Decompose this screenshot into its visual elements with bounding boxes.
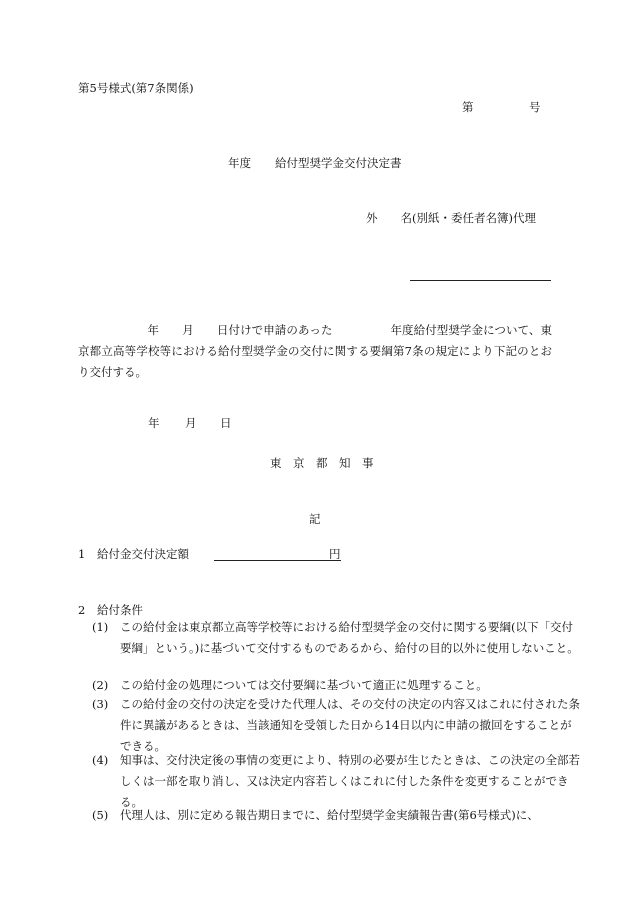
doc-number-suffix: 号	[529, 100, 541, 114]
condition-1-text: この給付金は東京都立高等学校等における給付型奨学金の交付に関する要綱(以下「交付要綱」という。)に基づいて交付するものであるから、給付の目的以外に使用しないこと。	[120, 620, 579, 655]
issuer: 東 京 都 知 事	[270, 456, 374, 470]
item1-number: 1	[78, 547, 86, 561]
amount-underline	[214, 560, 341, 561]
date-year: 年	[148, 416, 160, 430]
condition-4	[92, 750, 582, 813]
ki-heading: 記	[309, 512, 321, 526]
form-id: 第5号様式(第7条関係)	[78, 81, 194, 95]
date-day: 日	[220, 416, 232, 430]
condition-1	[92, 617, 582, 659]
condition-2	[92, 675, 582, 696]
item1-label: 給付金交付決定額	[97, 547, 189, 561]
item1-unit: 円	[329, 547, 341, 561]
recipient: 外 名(別紙・委任者名簿)代理	[366, 211, 536, 225]
document-title: 給付型奨学金交付決定書	[275, 156, 402, 170]
signature-line	[410, 280, 551, 281]
condition-5-text: 代理人は、別に定める報告期日までに、給付型奨学金実績報告書(第6号様式)に、	[120, 808, 539, 822]
condition-1-num: (1)	[92, 620, 109, 634]
condition-5-num: (5)	[92, 808, 109, 822]
intro-paragraph: 年 月 日付けで申請のあった 年度給付型奨学金について、東京都立高等学校等における給付型奨学金の交付に関する要綱第7条の規定により下記のとおり交付する。	[78, 323, 552, 379]
condition-3-text: この給付金の交付の決定を受けた代理人は、その交付の決定の内容又はこれに付された条件に異議があるときは、当該通知を受領した日から14日以内に申請の撤回をすることができる。	[120, 697, 580, 753]
condition-3	[92, 694, 582, 757]
condition-4-text: 知事は、交付決定後の事情の変更により、特別の必要が生じたときは、この決定の全部若しくは一部を取り消し、又は決定内容若しくはこれに付した条件を変更することができる。	[120, 753, 580, 809]
date-month: 月	[185, 416, 197, 430]
condition-2-text: この給付金の処理については交付要綱に基づいて適正に処理すること。	[120, 678, 488, 692]
condition-5	[92, 805, 582, 826]
condition-2-num: (2)	[92, 678, 109, 692]
condition-4-num: (4)	[92, 753, 109, 767]
condition-3-num: (3)	[92, 697, 109, 711]
item2-number: 2	[78, 603, 86, 617]
doc-number-prefix: 第	[462, 100, 474, 114]
item2-label: 給付条件	[97, 603, 143, 617]
title-year-label: 年度	[228, 156, 251, 170]
